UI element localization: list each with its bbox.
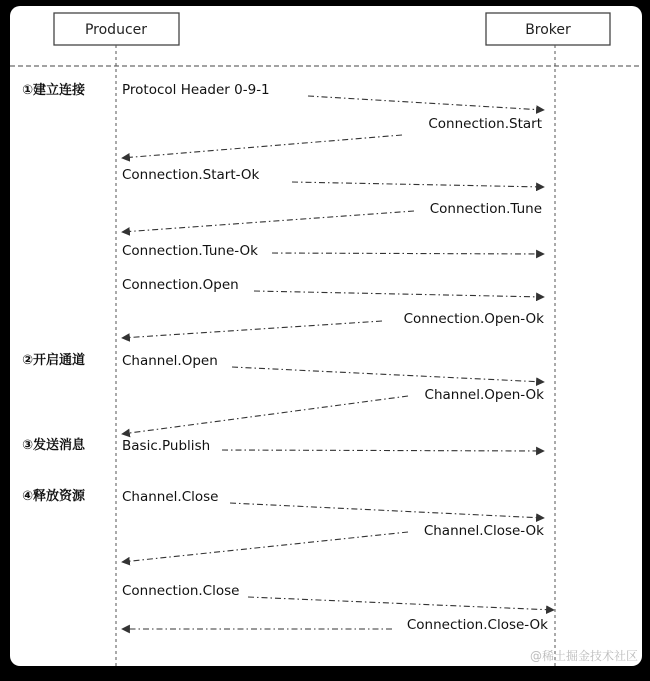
message-arrow <box>292 182 544 187</box>
watermark: @稀土掘金技术社区 <box>529 649 638 663</box>
sequence-diagram <box>10 6 642 666</box>
diagram-canvas <box>10 6 642 666</box>
message-arrow <box>222 450 544 451</box>
message-arrow <box>122 135 402 158</box>
message-arrow <box>272 253 544 254</box>
message-arrow <box>122 396 408 434</box>
message-label: Connection.Open <box>122 277 239 293</box>
broker-actor <box>486 13 610 45</box>
message-label: Channel.Open-Ok <box>424 387 544 403</box>
message-label: Basic.Publish <box>122 438 211 454</box>
message-label: Protocol Header 0-9-1 <box>122 82 270 98</box>
message-arrow <box>248 597 554 610</box>
message-label: Connection.Start <box>428 116 542 132</box>
message-arrow <box>122 532 408 562</box>
message-label: Channel.Close <box>122 489 219 505</box>
message-label: Channel.Close-Ok <box>423 523 544 539</box>
message-arrow <box>230 503 544 518</box>
producer-actor <box>54 13 179 45</box>
message-arrow <box>122 321 382 338</box>
message-arrow <box>232 367 544 382</box>
message-arrow <box>254 291 544 297</box>
message-label: Connection.Open-Ok <box>403 311 544 327</box>
message-arrow <box>122 211 414 232</box>
message-arrow <box>308 96 544 110</box>
phase-label: ②开启通道 <box>22 353 86 368</box>
phase-label: ④释放资源 <box>22 489 86 504</box>
phase-label: ③发送消息 <box>22 438 86 453</box>
message-label: Connection.Tune <box>429 201 542 217</box>
producer-label: Producer <box>84 22 148 38</box>
message-label: Connection.Tune-Ok <box>122 243 258 259</box>
message-label: Connection.Close <box>122 583 240 599</box>
broker-label: Broker <box>525 22 571 38</box>
message-label: Connection.Start-Ok <box>122 167 260 183</box>
phase-label: ①建立连接 <box>22 83 86 98</box>
message-label: Channel.Open <box>122 353 218 369</box>
message-label: Connection.Close-Ok <box>406 617 548 633</box>
